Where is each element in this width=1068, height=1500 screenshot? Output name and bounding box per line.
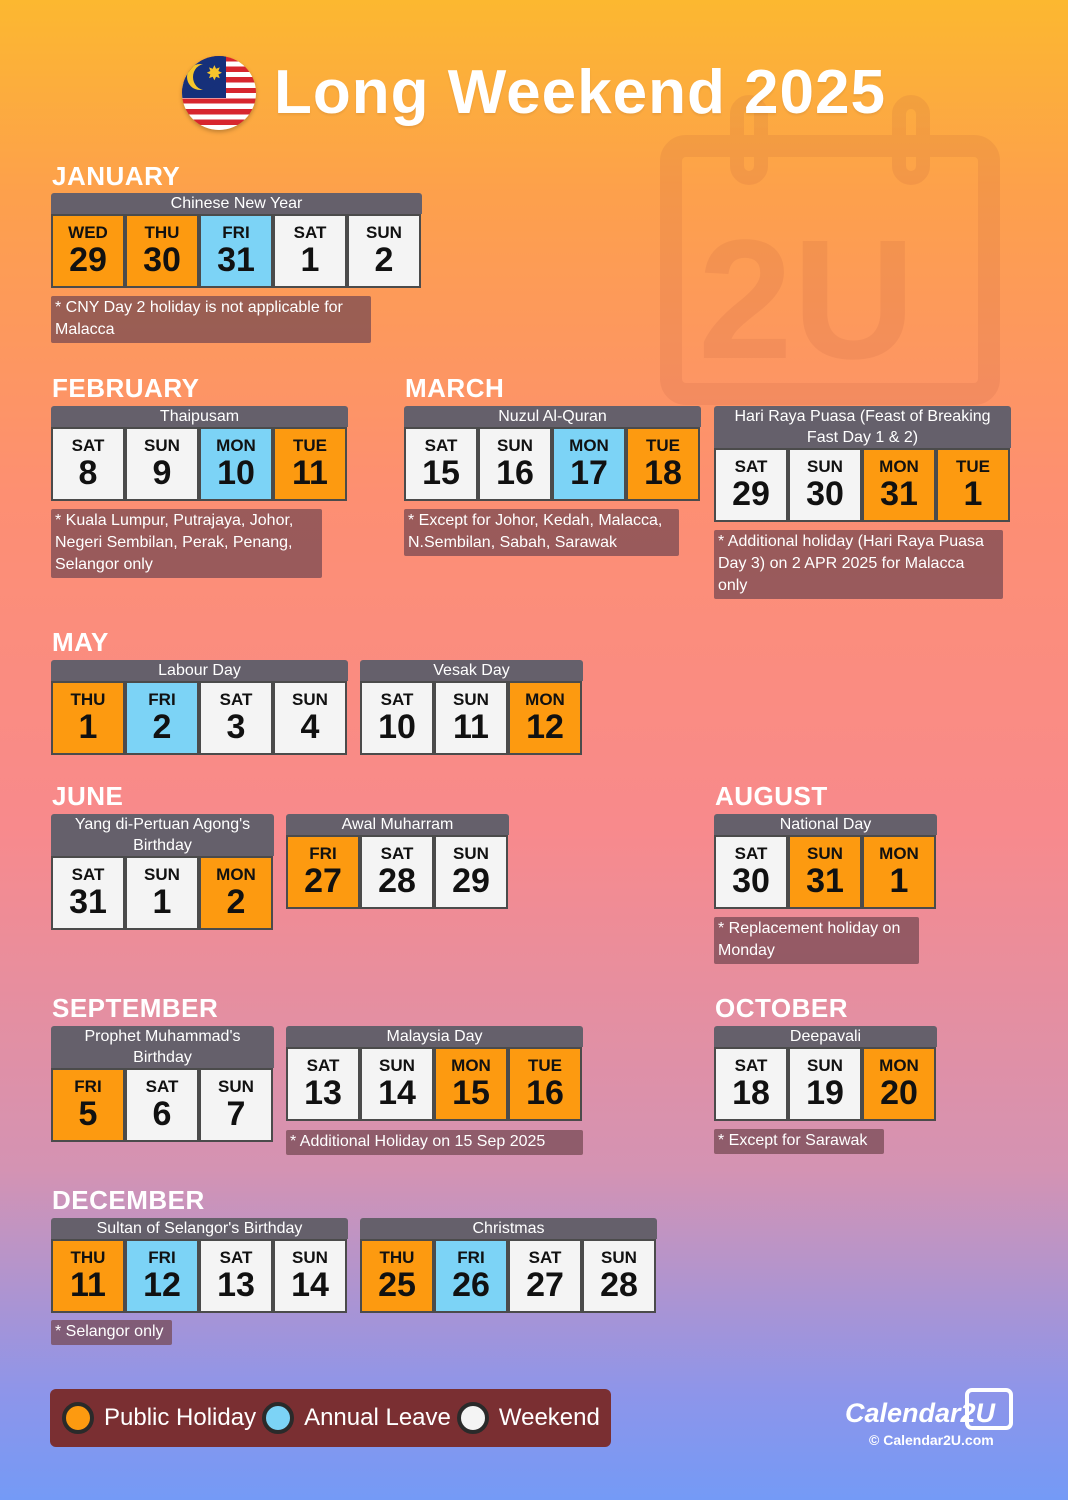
holiday-note-raya: * Additional holiday (Hari Raya Puasa Day 3) on 2 APR 2025 for Malacca only xyxy=(714,530,1003,599)
day-date: 19 xyxy=(806,1074,844,1112)
day-date: 18 xyxy=(644,454,682,492)
day-of-week: SUN xyxy=(218,1077,254,1096)
day-of-week: SAT xyxy=(380,690,414,709)
month-august: AUGUST xyxy=(715,781,828,811)
day-of-week: SUN xyxy=(807,1056,843,1075)
day-date: 31 xyxy=(217,241,255,279)
day-of-week: TUE xyxy=(956,457,990,476)
day-date: 27 xyxy=(304,862,342,900)
day-cell xyxy=(862,448,936,522)
holiday-hari-raya-puasa xyxy=(714,406,1011,522)
day-cell xyxy=(51,1239,125,1313)
legend-annual-leave: Annual Leave xyxy=(304,1404,451,1431)
day-cell xyxy=(125,214,199,288)
day-of-week: SUN xyxy=(807,844,843,863)
holiday-agong-birthday xyxy=(51,814,274,930)
day-date: 10 xyxy=(217,454,255,492)
day-cell xyxy=(714,1047,788,1121)
day-cell xyxy=(788,835,862,909)
holiday-days xyxy=(360,1239,657,1313)
day-of-week: SUN xyxy=(497,436,533,455)
day-cell xyxy=(404,427,478,501)
day-date: 16 xyxy=(526,1074,564,1112)
holiday-days xyxy=(286,835,509,909)
copyright-text: © Calendar2U.com xyxy=(869,1432,994,1448)
page-title: Long Weekend 2025 xyxy=(274,58,886,127)
day-cell xyxy=(434,835,508,909)
brand-name: Calendar2U xyxy=(845,1398,996,1428)
watermark-text: 2U xyxy=(698,205,916,395)
day-date: 13 xyxy=(304,1074,342,1112)
day-cell xyxy=(199,1068,273,1142)
calendar2u-logo xyxy=(845,1380,1015,1450)
holiday-note-malaysia: * Additional Holiday on 15 Sep 2025 xyxy=(286,1130,583,1155)
month-may: MAY xyxy=(52,627,109,657)
day-of-week: SAT xyxy=(734,1056,768,1075)
day-of-week: FRI xyxy=(148,1248,176,1267)
month-february: FEBRUARY xyxy=(52,373,200,403)
month-january: JANUARY xyxy=(52,161,181,191)
day-of-week: SAT xyxy=(71,436,105,455)
day-cell xyxy=(714,835,788,909)
holiday-christmas xyxy=(360,1218,657,1313)
day-date: 5 xyxy=(78,1095,98,1133)
day-of-week: SAT xyxy=(424,436,458,455)
day-date: 16 xyxy=(496,454,534,492)
day-cell xyxy=(51,681,125,755)
day-cell xyxy=(51,1068,125,1142)
holiday-note-nuzul: * Except for Johor, Kedah, Malacca, N.Sembilan, Sabah, Sarawak xyxy=(404,509,679,556)
holiday-national-day xyxy=(714,814,937,909)
holiday-days xyxy=(51,214,422,288)
day-cell xyxy=(273,681,347,755)
day-cell xyxy=(862,1047,936,1121)
month-october: OCTOBER xyxy=(715,993,849,1023)
day-cell xyxy=(508,681,582,755)
day-date: 11 xyxy=(70,1266,106,1304)
weekend-swatch xyxy=(457,1402,489,1434)
day-cell xyxy=(51,214,125,288)
day-of-week: SUN xyxy=(292,690,328,709)
legend xyxy=(50,1389,611,1447)
day-cell xyxy=(434,1239,508,1313)
day-of-week: SAT xyxy=(380,844,414,863)
holiday-deepavali xyxy=(714,1026,937,1121)
holiday-days xyxy=(286,1047,583,1121)
day-cell xyxy=(478,427,552,501)
day-date: 31 xyxy=(69,883,107,921)
day-cell xyxy=(714,448,788,522)
day-date: 29 xyxy=(732,475,770,513)
holiday-note-deepavali: * Except for Sarawak xyxy=(714,1129,884,1154)
day-cell xyxy=(286,835,360,909)
day-cell xyxy=(273,214,347,288)
holiday-name: Hari Raya Puasa (Feast of Breaking Fast Day 1 & 2) xyxy=(714,406,1011,448)
day-date: 17 xyxy=(570,454,608,492)
day-of-week: FRI xyxy=(148,690,176,709)
day-cell xyxy=(360,681,434,755)
day-of-week: TUE xyxy=(293,436,327,455)
day-of-week: FRI xyxy=(457,1248,485,1267)
day-cell xyxy=(582,1239,656,1313)
day-of-week: SAT xyxy=(219,1248,253,1267)
day-cell xyxy=(199,856,273,930)
day-of-week: SUN xyxy=(453,844,489,863)
holiday-note-cny: * CNY Day 2 holiday is not applicable for Malacca xyxy=(51,296,371,343)
malaysia-flag-icon: ✸ xyxy=(182,56,256,130)
page-header xyxy=(0,55,1068,130)
day-cell xyxy=(862,835,936,909)
day-date: 1 xyxy=(78,708,98,746)
day-cell xyxy=(360,1047,434,1121)
month-june: JUNE xyxy=(52,781,124,811)
day-date: 2 xyxy=(152,708,172,746)
day-of-week: FRI xyxy=(74,1077,102,1096)
day-of-week: SAT xyxy=(145,1077,179,1096)
day-date: 1 xyxy=(152,883,172,921)
holiday-name: Awal Muharram xyxy=(286,814,509,835)
day-date: 30 xyxy=(806,475,844,513)
day-date: 13 xyxy=(217,1266,255,1304)
holiday-days xyxy=(51,427,348,501)
public-holiday-swatch xyxy=(62,1402,94,1434)
holiday-malaysia-day xyxy=(286,1026,583,1121)
day-of-week: FRI xyxy=(309,844,337,863)
day-date: 15 xyxy=(452,1074,490,1112)
holiday-chinese-new-year xyxy=(51,193,422,288)
day-of-week: FRI xyxy=(222,223,250,242)
day-of-week: MON xyxy=(451,1056,491,1075)
day-date: 1 xyxy=(963,475,983,513)
holiday-name: Chinese New Year xyxy=(51,193,422,214)
holiday-name: Thaipusam xyxy=(51,406,348,427)
holiday-days xyxy=(51,1068,274,1142)
day-of-week: SUN xyxy=(144,865,180,884)
day-cell xyxy=(125,427,199,501)
holiday-name: Prophet Muhammad's Birthday xyxy=(51,1026,274,1068)
day-cell xyxy=(360,835,434,909)
day-cell xyxy=(125,856,199,930)
day-cell xyxy=(51,856,125,930)
day-of-week: THU xyxy=(70,690,106,709)
day-of-week: SUN xyxy=(807,457,843,476)
day-cell xyxy=(360,1239,434,1313)
day-of-week: SUN xyxy=(601,1248,637,1267)
holiday-name: Christmas xyxy=(360,1218,657,1239)
day-cell xyxy=(508,1239,582,1313)
month-december: DECEMBER xyxy=(52,1185,205,1215)
day-date: 31 xyxy=(806,862,844,900)
day-of-week: SUN xyxy=(379,1056,415,1075)
holiday-sultan-selangor-birthday xyxy=(51,1218,348,1313)
day-of-week: THU xyxy=(379,1248,415,1267)
legend-public-holiday: Public Holiday xyxy=(104,1404,257,1431)
day-cell xyxy=(508,1047,582,1121)
day-cell xyxy=(434,1047,508,1121)
month-september: SEPTEMBER xyxy=(52,993,219,1023)
day-date: 2 xyxy=(226,883,246,921)
day-date: 1 xyxy=(300,241,320,279)
day-of-week: MON xyxy=(879,844,919,863)
day-of-week: SUN xyxy=(366,223,402,242)
day-date: 7 xyxy=(226,1095,246,1133)
day-date: 10 xyxy=(378,708,416,746)
day-date: 4 xyxy=(300,708,320,746)
day-of-week: TUE xyxy=(646,436,680,455)
day-cell xyxy=(434,681,508,755)
day-of-week: MON xyxy=(525,690,565,709)
day-of-week: SUN xyxy=(453,690,489,709)
day-of-week: SAT xyxy=(734,457,768,476)
day-cell xyxy=(125,1068,199,1142)
day-of-week: SAT xyxy=(219,690,253,709)
holiday-name: Vesak Day xyxy=(360,660,583,681)
holiday-days xyxy=(51,1239,348,1313)
day-of-week: MON xyxy=(216,436,256,455)
day-of-week: SAT xyxy=(734,844,768,863)
day-date: 9 xyxy=(152,454,172,492)
day-cell xyxy=(788,1047,862,1121)
day-date: 30 xyxy=(143,241,181,279)
day-cell xyxy=(125,681,199,755)
day-cell xyxy=(347,214,421,288)
day-date: 14 xyxy=(291,1266,329,1304)
holiday-days xyxy=(714,1047,937,1121)
day-date: 29 xyxy=(452,862,490,900)
day-cell xyxy=(626,427,700,501)
day-date: 12 xyxy=(526,708,564,746)
day-cell xyxy=(552,427,626,501)
day-date: 28 xyxy=(600,1266,638,1304)
day-date: 11 xyxy=(453,708,489,746)
holiday-name: Labour Day xyxy=(51,660,348,681)
day-date: 30 xyxy=(732,862,770,900)
day-date: 1 xyxy=(889,862,909,900)
day-date: 11 xyxy=(292,454,328,492)
holiday-days xyxy=(51,681,348,755)
holiday-labour-day xyxy=(51,660,348,755)
day-cell xyxy=(273,1239,347,1313)
day-cell xyxy=(199,1239,273,1313)
day-date: 6 xyxy=(152,1095,172,1133)
month-march: MARCH xyxy=(405,373,505,403)
holiday-days xyxy=(714,448,1011,522)
day-of-week: SAT xyxy=(528,1248,562,1267)
day-cell xyxy=(936,448,1010,522)
day-cell xyxy=(273,427,347,501)
holiday-note-sultan: * Selangor only xyxy=(51,1320,172,1345)
day-of-week: MON xyxy=(569,436,609,455)
holiday-name: Yang di-Pertuan Agong's Birthday xyxy=(51,814,274,856)
holiday-name: Sultan of Selangor's Birthday xyxy=(51,1218,348,1239)
day-date: 15 xyxy=(422,454,460,492)
day-of-week: WED xyxy=(68,223,108,242)
holiday-note-thaipusam: * Kuala Lumpur, Putrajaya, Johor, Negeri Sembilan, Perak, Penang, Selangor only xyxy=(51,509,322,578)
day-cell xyxy=(125,1239,199,1313)
annual-leave-swatch xyxy=(262,1402,294,1434)
holiday-name: Deepavali xyxy=(714,1026,937,1047)
legend-weekend: Weekend xyxy=(498,1404,600,1431)
day-date: 26 xyxy=(452,1266,490,1304)
holiday-note-national: * Replacement holiday on Monday xyxy=(714,917,919,964)
day-cell xyxy=(51,427,125,501)
day-cell xyxy=(788,448,862,522)
holiday-nuzul-al-quran xyxy=(404,406,701,501)
holiday-days xyxy=(714,835,937,909)
holiday-awal-muharram xyxy=(286,814,509,909)
day-date: 18 xyxy=(732,1074,770,1112)
day-cell xyxy=(199,214,273,288)
holiday-name: Malaysia Day xyxy=(286,1026,583,1047)
holiday-thaipusam xyxy=(51,406,348,501)
day-of-week: SUN xyxy=(292,1248,328,1267)
day-of-week: MON xyxy=(216,865,256,884)
day-date: 14 xyxy=(378,1074,416,1112)
day-cell xyxy=(286,1047,360,1121)
day-cell xyxy=(199,427,273,501)
day-cell xyxy=(199,681,273,755)
holiday-prophet-birthday xyxy=(51,1026,274,1142)
day-of-week: THU xyxy=(70,1248,106,1267)
holiday-days xyxy=(51,856,274,930)
day-date: 31 xyxy=(880,475,918,513)
day-of-week: MON xyxy=(879,457,919,476)
day-date: 28 xyxy=(378,862,416,900)
day-date: 12 xyxy=(143,1266,181,1304)
day-of-week: SAT xyxy=(71,865,105,884)
day-date: 29 xyxy=(69,241,107,279)
day-of-week: SUN xyxy=(144,436,180,455)
day-date: 3 xyxy=(226,708,246,746)
holiday-name: Nuzul Al-Quran xyxy=(404,406,701,427)
background-calendar-watermark xyxy=(660,95,1000,405)
day-date: 20 xyxy=(880,1074,918,1112)
day-of-week: MON xyxy=(879,1056,919,1075)
day-date: 8 xyxy=(78,454,98,492)
day-of-week: SAT xyxy=(306,1056,340,1075)
holiday-name: National Day xyxy=(714,814,937,835)
holiday-days xyxy=(404,427,701,501)
day-of-week: TUE xyxy=(528,1056,562,1075)
day-date: 25 xyxy=(378,1266,416,1304)
day-of-week: THU xyxy=(144,223,180,242)
day-date: 2 xyxy=(374,241,394,279)
day-of-week: SAT xyxy=(293,223,327,242)
holiday-vesak-day xyxy=(360,660,583,755)
holiday-days xyxy=(360,681,583,755)
day-date: 27 xyxy=(526,1266,564,1304)
